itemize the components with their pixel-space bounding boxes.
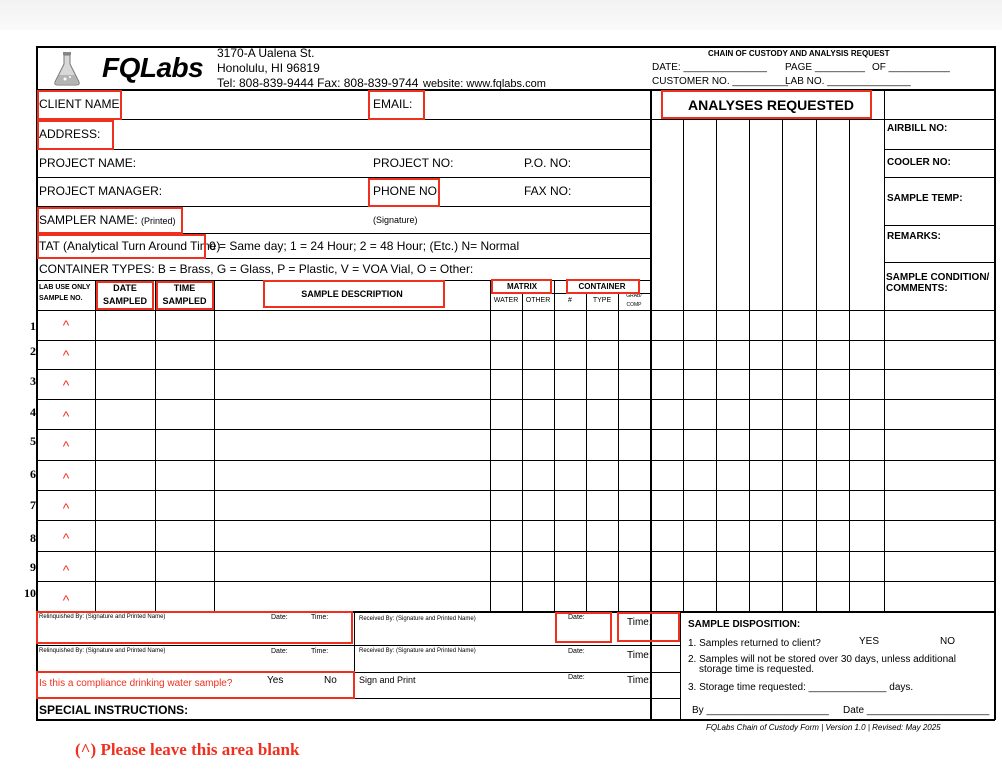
disposition-item1: 1. Samples returned to client?	[688, 638, 821, 649]
row-number: 3	[30, 374, 36, 388]
form-version: FQLabs Chain of Custody Form | Version 1.0 | Revised: May 2025	[706, 723, 941, 732]
header-customer-no: CUSTOMER NO. __________	[652, 76, 788, 87]
highlight-sample-description	[263, 280, 445, 308]
received-date-label-2[interactable]: Date:	[568, 648, 585, 655]
comments-label: COMMENTS:	[886, 283, 948, 294]
email-field[interactable]: EMAIL:	[373, 97, 413, 111]
disposition-yes-option[interactable]: YES	[859, 636, 880, 647]
project-name-field[interactable]: PROJECT NAME:	[39, 156, 137, 170]
other-header: OTHER	[525, 297, 551, 304]
company-address-line2: Honolulu, HI 96819	[217, 61, 320, 75]
highlight-client-name	[37, 90, 122, 120]
matrix-header: MATRIX	[506, 282, 538, 291]
disposition-item2-line2: storage time is requested.	[699, 664, 815, 675]
header-of: OF ___________	[872, 62, 950, 73]
sample-temp-field[interactable]: SAMPLE TEMP:	[887, 193, 963, 204]
row-number: 8	[30, 531, 36, 545]
row-number: 6	[30, 467, 36, 481]
client-name-field[interactable]: CLIENT NAME:	[39, 97, 123, 111]
row-number: 10	[24, 586, 36, 600]
highlight-date-sampled	[96, 281, 154, 310]
highlight-phone-no	[368, 178, 440, 207]
sampler-printed-label: (Printed)	[141, 216, 176, 226]
type-header: TYPE	[592, 297, 612, 304]
address-field[interactable]: ADDRESS:	[39, 127, 101, 141]
highlight-received-time	[617, 612, 680, 642]
sign-and-print-field[interactable]: Sign and Print	[359, 675, 416, 685]
grab-header-line2: COMP	[626, 302, 642, 308]
highlight-matrix	[491, 279, 552, 294]
received-time-label-3[interactable]: Time:	[627, 675, 652, 686]
sample-description-header: SAMPLE DESCRIPTION	[301, 289, 403, 299]
row-number: 4	[30, 405, 36, 419]
compliance-question: Is this a compliance drinking water sample?	[39, 678, 233, 689]
disposition-by-field[interactable]: By ______________________	[692, 705, 829, 716]
lab-use-marker: ^	[62, 500, 70, 516]
company-website: website: www.fqlabs.com	[423, 78, 546, 90]
lab-use-marker: ^	[62, 592, 70, 608]
container-header: CONTAINER	[578, 282, 626, 291]
compliance-yes-option[interactable]: Yes	[267, 675, 284, 686]
airbill-no-field[interactable]: AIRBILL NO:	[887, 123, 948, 134]
highlight-tat	[37, 234, 206, 259]
header-lab-no: LAB NO. _______________	[785, 76, 911, 87]
highlight-relinquished-by	[36, 611, 353, 644]
lab-use-header-line1: LAB USE ONLY	[39, 284, 91, 291]
row-number: 1	[30, 319, 36, 333]
analyses-requested-title: ANALYSES REQUESTED	[688, 97, 854, 113]
lab-use-header-line2: SAMPLE NO.	[39, 295, 83, 302]
po-no-field[interactable]: P.O. NO:	[524, 156, 572, 170]
row-number: 7	[30, 498, 36, 512]
sample-condition-label: SAMPLE CONDITION/	[886, 272, 990, 283]
highlight-sampler-name	[37, 207, 183, 234]
time-sampled-header-line2: SAMPLED	[162, 296, 207, 306]
grab-header-line1: GRAB/	[626, 293, 642, 299]
lab-use-marker: ^	[62, 377, 70, 393]
company-logo-text: FQLabs	[102, 52, 204, 83]
cooler-no-field[interactable]: COOLER NO:	[887, 157, 951, 168]
row-number: 5	[30, 434, 36, 448]
disposition-item2-line1: 2. Samples will not be stored over 30 days, unless additional	[688, 654, 956, 665]
phone-no-field[interactable]: PHONE NO:	[373, 184, 441, 198]
relinquish-date-label[interactable]: Date:	[271, 614, 288, 621]
flask-icon	[50, 50, 84, 86]
received-by-label[interactable]: Received By: (Signature and Printed Name)	[359, 616, 476, 622]
project-no-field[interactable]: PROJECT NO:	[373, 156, 454, 170]
project-manager-field[interactable]: PROJECT MANAGER:	[39, 184, 163, 198]
lab-use-marker: ^	[62, 347, 70, 363]
disposition-title: SAMPLE DISPOSITION:	[688, 619, 801, 630]
highlight-received-date	[555, 612, 612, 643]
lab-use-marker: ^	[62, 470, 70, 486]
highlight-email	[368, 90, 425, 120]
tat-label: TAT (Analytical Turn Around Time)	[39, 239, 221, 253]
date-sampled-header-line1: DATE	[113, 283, 137, 293]
form-title: CHAIN OF CUSTODY AND ANALYSIS REQUEST	[708, 49, 890, 58]
row-number: 9	[30, 560, 36, 574]
highlight-address	[37, 120, 114, 150]
leave-blank-note: (^) Please leave this area blank	[75, 740, 300, 759]
highlight-analyses-requested	[661, 90, 872, 119]
relinquish-date-label-2[interactable]: Date:	[271, 648, 288, 655]
company-address-line1: 3170-A Ualena St.	[217, 46, 315, 60]
received-time-label[interactable]: Time:	[627, 617, 652, 628]
header-page: PAGE _________	[785, 62, 865, 73]
disposition-no-option[interactable]: NO	[940, 636, 955, 647]
header-date: DATE: _______________	[652, 62, 767, 73]
relinquished-by-label[interactable]: Relinquished By: (Signature and Printed Name)	[39, 614, 166, 620]
remarks-field[interactable]: REMARKS:	[887, 231, 941, 242]
row-number: 2	[30, 344, 36, 358]
relinquished-by-label-2[interactable]: Relinquished By: (Signature and Printed Name)	[39, 648, 166, 654]
lab-use-marker: ^	[62, 408, 70, 424]
lab-use-marker: ^	[62, 562, 70, 578]
received-time-label-2[interactable]: Time:	[627, 650, 652, 661]
water-header: WATER	[493, 297, 519, 304]
special-instructions-label: SPECIAL INSTRUCTIONS:	[39, 703, 189, 717]
received-date-label-3[interactable]: Date:	[568, 674, 585, 681]
relinquish-time-label-2[interactable]: Time:	[311, 648, 329, 655]
lab-use-marker: ^	[62, 438, 70, 454]
storage-time-field[interactable]: 3. Storage time requested: ______________ days.	[688, 682, 914, 693]
date-sampled-header-line2: SAMPLED	[102, 296, 147, 306]
received-date-label[interactable]: Date:	[568, 614, 585, 621]
compliance-no-option[interactable]: No	[324, 675, 337, 686]
highlight-time-sampled	[156, 281, 214, 310]
company-phone-fax: Tel: 808-839-9444 Fax: 808-839-9744	[217, 76, 419, 90]
relinquish-time-label[interactable]: Time:	[311, 614, 329, 621]
lab-use-marker: ^	[62, 317, 70, 333]
time-sampled-header-line1: TIME	[173, 283, 196, 293]
tat-options: 0 = Same day; 1 = 24 Hour; 2 = 48 Hour; (Etc.) N= Normal	[209, 239, 520, 253]
container-types: CONTAINER TYPES: B = Brass, G = Glass, P = Plastic, V = VOA Vial, O = Other:	[39, 262, 474, 276]
sampler-name-label: SAMPLER NAME:	[39, 213, 138, 227]
browser-top-bar	[0, 0, 1002, 30]
fax-no-field[interactable]: FAX NO:	[524, 184, 572, 198]
highlight-compliance-question	[36, 671, 355, 699]
lab-use-marker: ^	[62, 530, 70, 546]
disposition-date-field[interactable]: Date ______________________	[843, 705, 990, 716]
received-by-label-2[interactable]: Received By: (Signature and Printed Name)	[359, 648, 476, 654]
sampler-signature-field[interactable]: (Signature)	[373, 215, 418, 225]
count-header: #	[568, 297, 572, 304]
highlight-container	[566, 279, 640, 294]
